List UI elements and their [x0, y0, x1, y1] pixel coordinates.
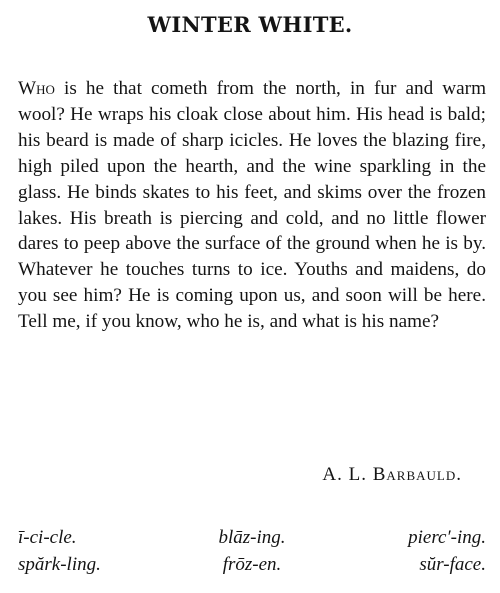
vocabulary-word: frōz-en. — [222, 554, 282, 575]
vocabulary-row — [18, 524, 486, 551]
author-attribution — [322, 463, 462, 487]
author-surname: Barbauld. — [372, 464, 462, 485]
body-paragraph — [18, 76, 486, 335]
vocabulary-word: blāz-ing. — [218, 527, 286, 548]
vocabulary-word: pierc′-ing. — [408, 527, 486, 548]
vocabulary-word: spărk-ling. — [18, 554, 101, 575]
page-title: WINTER WHITE. — [147, 12, 353, 37]
vocabulary-row — [18, 551, 486, 578]
vocabulary-list — [18, 524, 486, 578]
vocabulary-word: ī-ci-cle. — [18, 527, 77, 548]
vocabulary-word: sŭr-face. — [419, 554, 486, 575]
author-initials: A. L. — [322, 464, 367, 485]
body-text: is he that cometh from the north, in fur and warm wool? He wraps his cloak close about him. His head is bald; his beard is made of sharp icicles. He loves the blazing fire, high piled upon the hearth, and the wine sparkling in the glass. He binds skates to his feet, and skims over the frozen lakes. His breath is piercing and cold, and no little flower dares to peep above the surface of the ground when he is by. Whatever he touches turns to ice. Youths and maidens, do you see him? He is coming upon us, and soon will be here. Tell me, if you know, who he is, and what is his name? — [18, 78, 486, 333]
body-first-word: Who — [18, 78, 55, 99]
